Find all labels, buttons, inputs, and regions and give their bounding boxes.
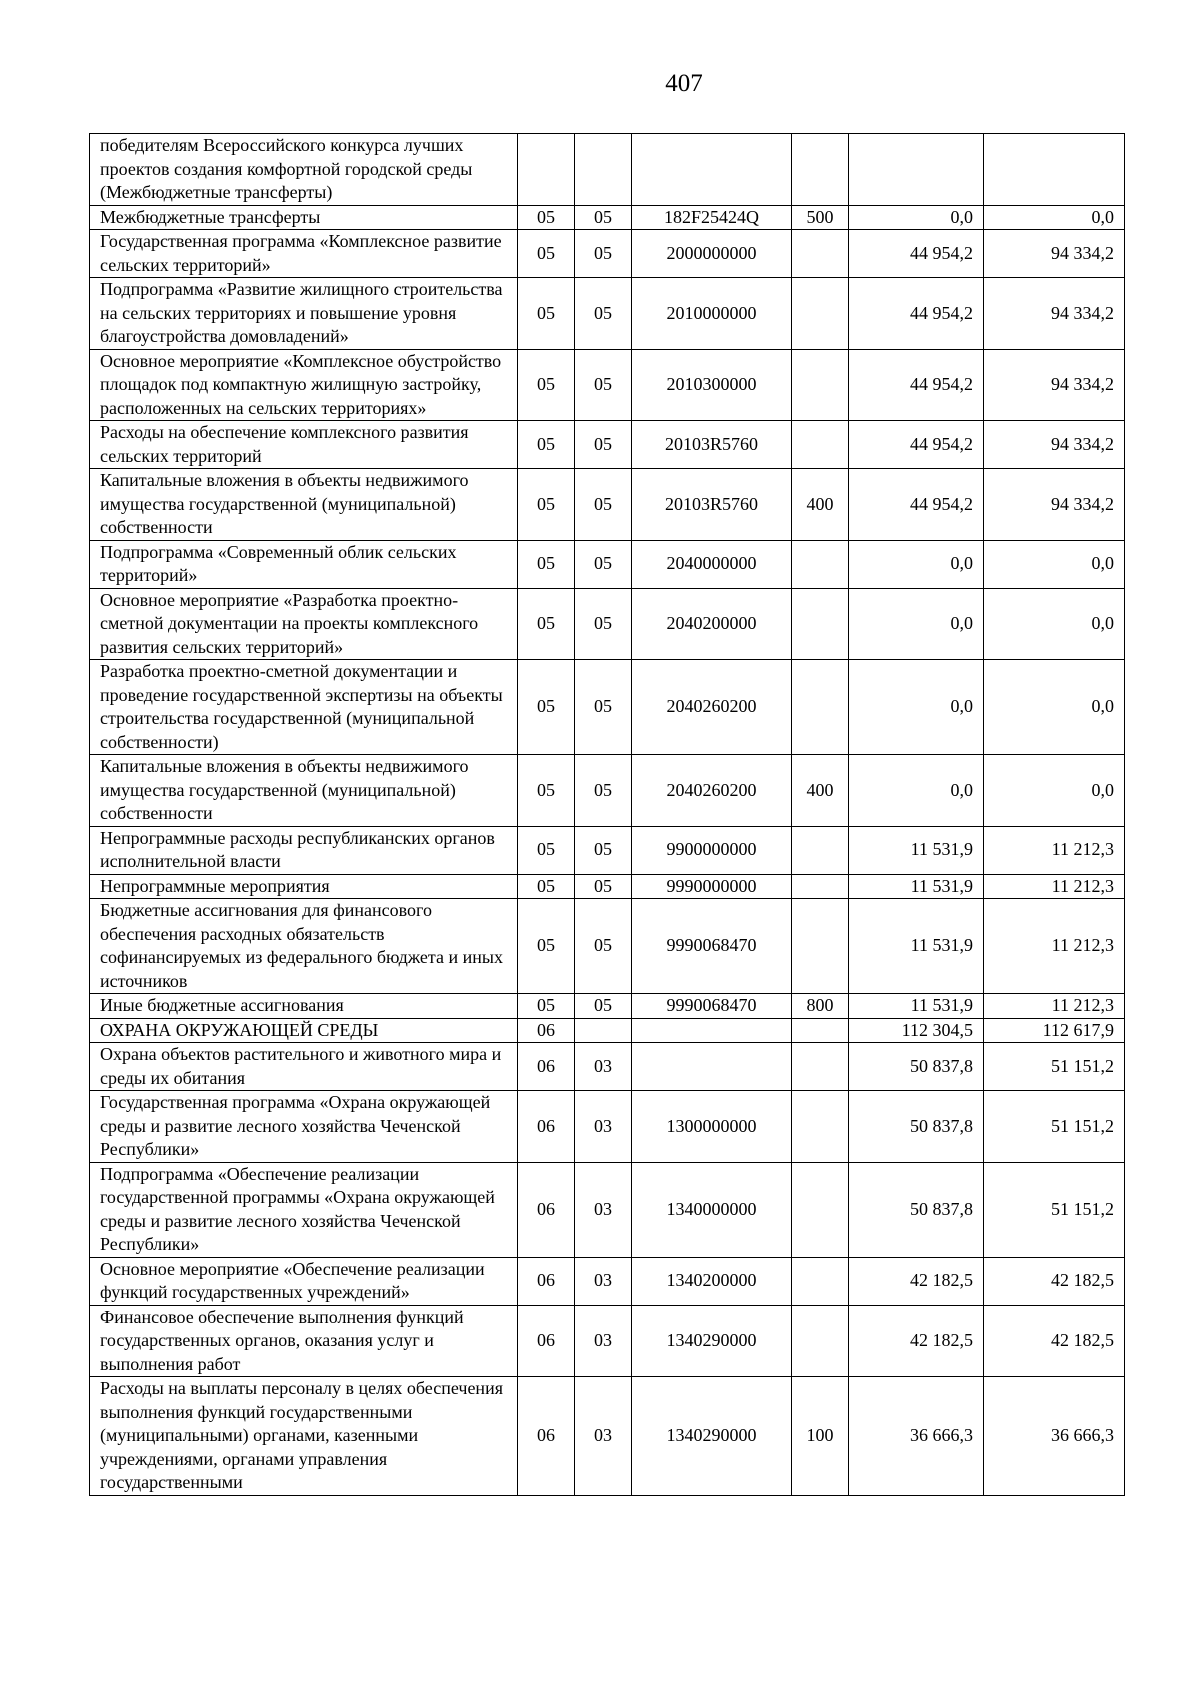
cell-name: Финансовое обеспечение выполнения функций государственных органов, оказания услуг и выполнения работ	[90, 1305, 518, 1377]
cell-expense-type	[792, 1257, 849, 1305]
cell-section	[518, 134, 575, 206]
cell-amount-year2: 94 334,2	[984, 230, 1125, 278]
cell-target-article	[632, 1043, 792, 1091]
cell-amount-year1: 0,0	[849, 755, 984, 827]
cell-amount-year1: 0,0	[849, 588, 984, 660]
table-row	[90, 230, 1125, 278]
cell-amount-year2: 51 151,2	[984, 1091, 1125, 1163]
cell-amount-year1: 44 954,2	[849, 230, 984, 278]
cell-amount-year2: 42 182,5	[984, 1257, 1125, 1305]
cell-expense-type	[792, 826, 849, 874]
cell-target-article: 2010000000	[632, 278, 792, 350]
cell-amount-year2: 51 151,2	[984, 1162, 1125, 1257]
cell-section: 05	[518, 540, 575, 588]
cell-section: 05	[518, 755, 575, 827]
cell-target-article: 20103R5760	[632, 469, 792, 541]
cell-amount-year1: 50 837,8	[849, 1091, 984, 1163]
cell-name: победителям Всероссийского конкурса лучших проектов создания комфортной городской среды (Межбюджетные трансферты)	[90, 134, 518, 206]
cell-subsection: 05	[575, 349, 632, 421]
cell-amount-year2: 94 334,2	[984, 421, 1125, 469]
cell-name: Иные бюджетные ассигнования	[90, 994, 518, 1019]
page-number: 407	[665, 70, 703, 97]
cell-amount-year1: 50 837,8	[849, 1162, 984, 1257]
cell-amount-year1: 11 531,9	[849, 899, 984, 994]
cell-target-article: 2040000000	[632, 540, 792, 588]
cell-expense-type	[792, 278, 849, 350]
cell-target-article: 182F25424Q	[632, 205, 792, 230]
cell-section: 05	[518, 421, 575, 469]
cell-expense-type	[792, 1043, 849, 1091]
cell-name: Расходы на обеспечение комплексного развития сельских территорий	[90, 421, 518, 469]
cell-amount-year2: 0,0	[984, 755, 1125, 827]
cell-subsection: 03	[575, 1162, 632, 1257]
table-row	[90, 588, 1125, 660]
table-row	[90, 1305, 1125, 1377]
table-row	[90, 874, 1125, 899]
cell-target-article: 9900000000	[632, 826, 792, 874]
cell-section: 06	[518, 1162, 575, 1257]
cell-amount-year1: 42 182,5	[849, 1257, 984, 1305]
cell-target-article: 1340290000	[632, 1305, 792, 1377]
cell-subsection	[575, 1018, 632, 1043]
cell-subsection: 05	[575, 421, 632, 469]
cell-amount-year1: 44 954,2	[849, 421, 984, 469]
cell-amount-year2: 51 151,2	[984, 1043, 1125, 1091]
cell-amount-year2: 42 182,5	[984, 1305, 1125, 1377]
cell-amount-year1: 44 954,2	[849, 349, 984, 421]
cell-section: 05	[518, 205, 575, 230]
table-row	[90, 1377, 1125, 1496]
cell-expense-type	[792, 1018, 849, 1043]
cell-expense-type	[792, 134, 849, 206]
cell-expense-type	[792, 874, 849, 899]
cell-amount-year2: 0,0	[984, 660, 1125, 755]
cell-section: 06	[518, 1377, 575, 1496]
cell-section: 06	[518, 1257, 575, 1305]
cell-section: 05	[518, 899, 575, 994]
cell-amount-year2: 0,0	[984, 540, 1125, 588]
table-body	[90, 134, 1125, 1496]
cell-amount-year2: 36 666,3	[984, 1377, 1125, 1496]
cell-target-article: 1340200000	[632, 1257, 792, 1305]
cell-amount-year1: 11 531,9	[849, 826, 984, 874]
cell-amount-year1: 11 531,9	[849, 874, 984, 899]
cell-expense-type: 400	[792, 469, 849, 541]
cell-amount-year2: 11 212,3	[984, 899, 1125, 994]
cell-name: Государственная программа «Охрана окружающей среды и развитие лесного хозяйства Чеченской Республики»	[90, 1091, 518, 1163]
cell-amount-year1: 36 666,3	[849, 1377, 984, 1496]
cell-target-article: 1340000000	[632, 1162, 792, 1257]
cell-name: Основное мероприятие «Комплексное обустройство площадок под компактную жилищную застройку, расположенных на сельских территориях»	[90, 349, 518, 421]
cell-section: 05	[518, 994, 575, 1019]
cell-amount-year1: 44 954,2	[849, 278, 984, 350]
cell-amount-year2	[984, 134, 1125, 206]
cell-section: 05	[518, 278, 575, 350]
cell-amount-year1: 44 954,2	[849, 469, 984, 541]
cell-amount-year2: 94 334,2	[984, 349, 1125, 421]
cell-amount-year1: 0,0	[849, 205, 984, 230]
cell-amount-year1	[849, 134, 984, 206]
cell-name: Бюджетные ассигнования для финансового обеспечения расходных обязательств софинансируемых из федерального бюджета и иных источников	[90, 899, 518, 994]
cell-expense-type: 500	[792, 205, 849, 230]
cell-subsection: 03	[575, 1377, 632, 1496]
cell-name: Подпрограмма «Обеспечение реализации государственной программы «Охрана окружающей среды и развитие лесного хозяйства Чеченской Республики»	[90, 1162, 518, 1257]
cell-amount-year2: 11 212,3	[984, 874, 1125, 899]
cell-target-article	[632, 134, 792, 206]
table-row	[90, 349, 1125, 421]
cell-target-article: 20103R5760	[632, 421, 792, 469]
cell-name: Капитальные вложения в объекты недвижимого имущества государственной (муниципальной) собственности	[90, 469, 518, 541]
cell-target-article: 1300000000	[632, 1091, 792, 1163]
cell-name: Непрограммные расходы республиканских органов исполнительной власти	[90, 826, 518, 874]
cell-subsection: 03	[575, 1091, 632, 1163]
cell-name: Охрана объектов растительного и животного мира и среды их обитания	[90, 1043, 518, 1091]
cell-name: Расходы на выплаты персоналу в целях обеспечения выполнения функций государственными (муниципальными) органами, казенными учреждениями, органами управления государственными	[90, 1377, 518, 1496]
cell-amount-year1: 0,0	[849, 660, 984, 755]
cell-target-article: 9990068470	[632, 994, 792, 1019]
cell-section: 06	[518, 1091, 575, 1163]
cell-amount-year2: 11 212,3	[984, 994, 1125, 1019]
cell-amount-year1: 0,0	[849, 540, 984, 588]
table-row	[90, 540, 1125, 588]
cell-target-article: 9990068470	[632, 899, 792, 994]
cell-section: 06	[518, 1018, 575, 1043]
cell-amount-year2: 0,0	[984, 205, 1125, 230]
cell-expense-type	[792, 230, 849, 278]
cell-target-article: 9990000000	[632, 874, 792, 899]
cell-section: 05	[518, 230, 575, 278]
table-row	[90, 1043, 1125, 1091]
cell-subsection: 03	[575, 1257, 632, 1305]
cell-expense-type	[792, 588, 849, 660]
cell-expense-type: 100	[792, 1377, 849, 1496]
cell-amount-year2: 11 212,3	[984, 826, 1125, 874]
table-row	[90, 660, 1125, 755]
cell-section: 05	[518, 660, 575, 755]
cell-name: Разработка проектно-сметной документации и проведение государственной экспертизы на объекты строительства государственной (муниципальной собственности)	[90, 660, 518, 755]
cell-amount-year1: 112 304,5	[849, 1018, 984, 1043]
cell-expense-type: 400	[792, 755, 849, 827]
table-row	[90, 994, 1125, 1019]
cell-amount-year2: 94 334,2	[984, 469, 1125, 541]
cell-section: 06	[518, 1305, 575, 1377]
cell-subsection: 03	[575, 1043, 632, 1091]
cell-subsection: 05	[575, 899, 632, 994]
cell-section: 06	[518, 1043, 575, 1091]
cell-expense-type	[792, 540, 849, 588]
table-row	[90, 899, 1125, 994]
table-row	[90, 278, 1125, 350]
cell-section: 05	[518, 588, 575, 660]
cell-amount-year2: 0,0	[984, 588, 1125, 660]
cell-section: 05	[518, 469, 575, 541]
table-row	[90, 1257, 1125, 1305]
cell-name: Непрограммные мероприятия	[90, 874, 518, 899]
cell-name: Капитальные вложения в объекты недвижимого имущества государственной (муниципальной) собственности	[90, 755, 518, 827]
cell-subsection: 03	[575, 1305, 632, 1377]
cell-target-article	[632, 1018, 792, 1043]
cell-subsection: 05	[575, 278, 632, 350]
cell-expense-type	[792, 1162, 849, 1257]
cell-subsection: 05	[575, 755, 632, 827]
cell-name: Межбюджетные трансферты	[90, 205, 518, 230]
cell-expense-type	[792, 1091, 849, 1163]
cell-subsection: 05	[575, 469, 632, 541]
cell-subsection: 05	[575, 230, 632, 278]
cell-subsection: 05	[575, 205, 632, 230]
cell-name: Основное мероприятие «Разработка проектно-сметной документации на проекты комплексного развития сельских территорий»	[90, 588, 518, 660]
cell-section: 05	[518, 349, 575, 421]
cell-subsection: 05	[575, 588, 632, 660]
cell-target-article: 2040260200	[632, 755, 792, 827]
budget-table	[89, 133, 1125, 1496]
cell-target-article: 1340290000	[632, 1377, 792, 1496]
cell-expense-type	[792, 899, 849, 994]
cell-target-article: 2010300000	[632, 349, 792, 421]
table-row	[90, 1091, 1125, 1163]
cell-amount-year1: 50 837,8	[849, 1043, 984, 1091]
cell-section: 05	[518, 874, 575, 899]
cell-amount-year2: 112 617,9	[984, 1018, 1125, 1043]
table-row	[90, 1018, 1125, 1043]
table-row	[90, 755, 1125, 827]
cell-name: Подпрограмма «Развитие жилищного строительства на сельских территориях и повышение уровня благоустройства домовладений»	[90, 278, 518, 350]
cell-name: Государственная программа «Комплексное развитие сельских территорий»	[90, 230, 518, 278]
cell-subsection: 05	[575, 660, 632, 755]
cell-target-article: 2040200000	[632, 588, 792, 660]
cell-name: Подпрограмма «Современный облик сельских территорий»	[90, 540, 518, 588]
cell-amount-year1: 11 531,9	[849, 994, 984, 1019]
table-row	[90, 469, 1125, 541]
table-row	[90, 134, 1125, 206]
cell-subsection: 05	[575, 826, 632, 874]
cell-name: ОХРАНА ОКРУЖАЮЩЕЙ СРЕДЫ	[90, 1018, 518, 1043]
cell-section: 05	[518, 826, 575, 874]
cell-expense-type: 800	[792, 994, 849, 1019]
cell-subsection: 05	[575, 994, 632, 1019]
cell-expense-type	[792, 421, 849, 469]
table-row	[90, 421, 1125, 469]
table-row	[90, 826, 1125, 874]
cell-subsection: 05	[575, 874, 632, 899]
cell-subsection: 05	[575, 540, 632, 588]
cell-expense-type	[792, 349, 849, 421]
cell-target-article: 2040260200	[632, 660, 792, 755]
cell-amount-year2: 94 334,2	[984, 278, 1125, 350]
cell-expense-type	[792, 660, 849, 755]
cell-name: Основное мероприятие «Обеспечение реализации функций государственных учреждений»	[90, 1257, 518, 1305]
cell-subsection	[575, 134, 632, 206]
cell-amount-year1: 42 182,5	[849, 1305, 984, 1377]
cell-target-article: 2000000000	[632, 230, 792, 278]
table-row	[90, 1162, 1125, 1257]
table-row	[90, 205, 1125, 230]
cell-expense-type	[792, 1305, 849, 1377]
